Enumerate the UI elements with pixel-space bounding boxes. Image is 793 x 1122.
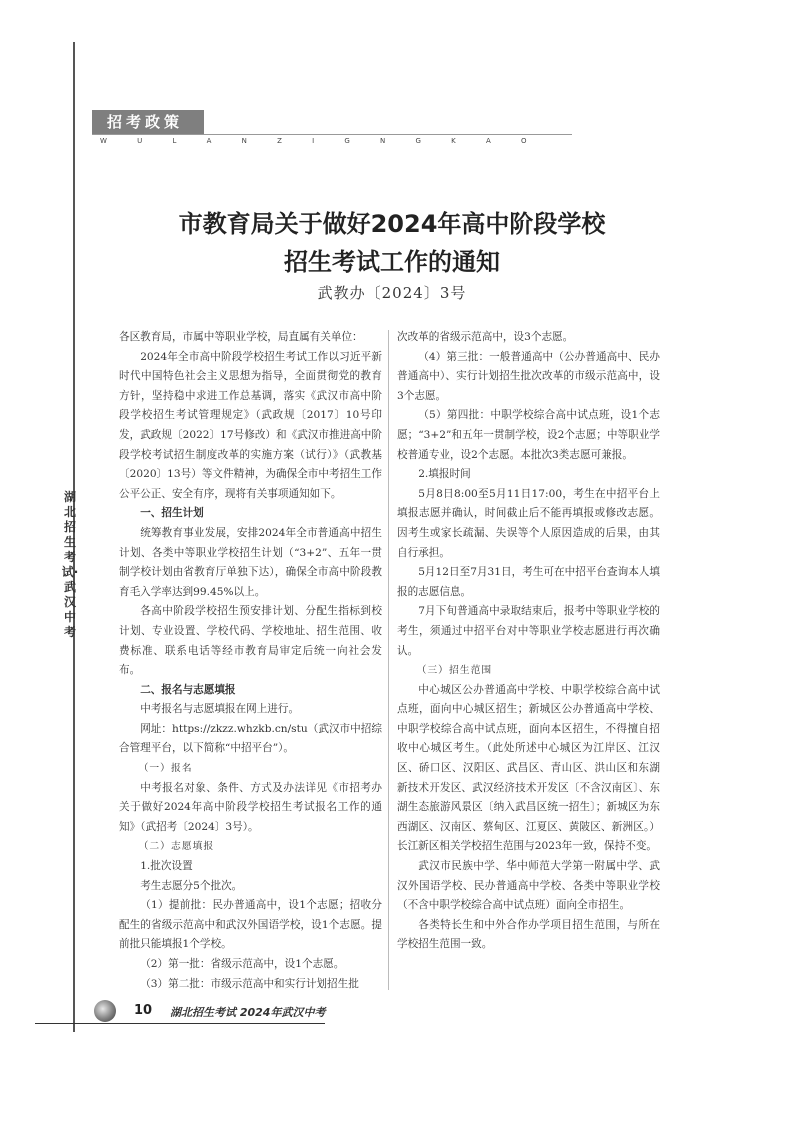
title-line-1: 市教育局关于做好2024年高中阶段学校 (178, 210, 606, 238)
paragraph: 中心城区公办普通高中学校、中职学校综合高中试点班，面向中心城区招生；新城区公办普通高中学校、中职学校综合高中试点班，面向本区招生，不得擅自招收中心城区考生。（此处所述中心城区为江岸区、江汉区、硚口区、汉阳区、武昌区、青山区、洪山区和东湖新技术开发区、武汉经济技术开发区〔不含汉南区〕、东湖生态旅游风景区〔纳入武昌区统一招生〕；新城区为东西湖区、汉南区、蔡甸区、江夏区、黄陂区、新洲区。）长江新区相关学校招生范围与2023年一致，保持不变。 (397, 683, 660, 853)
section-rule (92, 134, 572, 135)
section-pinyin: W U L A N Z I G N G K A O (100, 137, 541, 145)
section-tag: 招考政策 (92, 110, 198, 134)
paragraph: 各高中阶段学校招生预安排计划、分配生指标到校计划、专业设置、学校代码、学校地址、招生范围、收费标准、联系电话等经市教育局审定后统一向社会发布。 (119, 605, 382, 677)
article-title (92, 205, 692, 281)
paragraph: （4）第三批：一般普通高中（公办普通高中、民办普通高中）、实行计划招生批次改革的市级示范高中，设3个志愿。 (397, 350, 660, 402)
section-tag-accent (198, 110, 204, 134)
paragraph: 中考报名与志愿填报在网上进行。 (140, 703, 300, 716)
paragraph: 一、招生计划 (140, 507, 204, 520)
paragraph: 网址：https://zkzz.whzkb.cn/stu（武汉市中招综合管理平台，以下简称“中招平台”）。 (119, 722, 382, 755)
paragraph: （3）第二批：市级示范高中和实行计划招生批 (140, 977, 359, 990)
paragraph: （二）志愿填报 (138, 841, 215, 853)
paragraph: 各类特长生和中外合作办学项目招生范围，与所在学校招生范围一致。 (397, 918, 660, 951)
paragraph: 2.填报时间 (418, 468, 471, 481)
paragraph: 中考报名对象、条件、方式及办法详见《市招考办关于做好2024年高中阶段学校招生考试报名工作的通知》（武招考〔2024〕3号）。 (119, 781, 382, 833)
paragraph: 次改革的省级示范高中，设3个志愿。 (397, 331, 574, 343)
paragraph: 5月8日8:00至5月11日17:00，考生在中招平台上填报志愿并确认，时间截止后不能再填报或修改志愿。因考生或家长疏漏、失误等个人原因造成的后果，由其自行承担。 (397, 487, 660, 559)
paragraph: 5月12日至7月31日，考生可在中招平台查询本人填报的志愿信息。 (397, 566, 660, 598)
title-line-2: 招生考试工作的通知 (284, 248, 500, 276)
paragraph: 各区教育局，市属中等职业学校，局直属有关单位： (119, 331, 363, 343)
paragraph: 考生志愿分5个批次。 (140, 879, 243, 892)
column-divider (388, 330, 389, 990)
document-number: 武教办〔2024〕3号 (317, 284, 467, 302)
page-number: 10 (134, 1003, 153, 1018)
paragraph: （1）提前批：民办普通高中，设1个志愿；招收分配生的省级示范高中和武汉外国语学校，设1个志愿。提前批只能填报1个学校。 (119, 899, 382, 951)
paragraph: 1.批次设置 (140, 860, 193, 873)
footer-rule (35, 1023, 325, 1024)
footer-publication: 湖北招生考试 2024年武汉中考 (170, 1006, 326, 1019)
paragraph: 统筹教育事业发展，安排2024年全市普通高中招生计划、各类中等职业学校招生计划（“3+2”、五年一贯制学校计划由省教育厅单独下达），确保全市高中阶段教育毛入学率达到99.45%以上。 (119, 526, 382, 598)
paragraph: （三）招生范围 (416, 665, 493, 677)
paragraph: 二、报名与志愿填报 (140, 683, 236, 696)
left-column (119, 328, 382, 994)
paragraph: 武汉市民族中学、华中师范大学第一附属中学、武汉外国语学校、民办普通高中学校、各类中等职业学校（不含中职学校综合高中试点班）面向全市招生。 (397, 860, 660, 912)
paragraph: （2）第一批：省级示范高中，设1个志愿。 (140, 958, 345, 970)
paragraph: 2024年全市高中阶段学校招生考试工作以习近平新时代中国特色社会主义思想为指导，全面贯彻党的教育方针，坚持稳中求进工作总基调，落实《武汉市高中阶段学校招生考试管理规定》（武政规〔2017〕10号印发，武政规〔2022〕17号修改）和《武汉市推进高中阶段学校考试招生制度改革的实施方案（试行）》（武教基〔2020〕13号）等文件精神，为确保全市中考招生工作公平公正、安全有序，现将有关事项通知如下。 (119, 350, 382, 500)
paragraph: （5）第四批：中职学校综合高中试点班，设1个志愿；“3+2”和五年一贯制学校，设2个志愿；中等职业学校普通专业，设2个志愿。本批次3类志愿可兼报。 (397, 409, 660, 461)
paragraph: 7月下旬普通高中录取结束后，报考中等职业学校的考生，须通过中招平台对中等职业学校志愿进行再次确认。 (397, 605, 660, 657)
paragraph: （一）报名 (138, 763, 193, 775)
right-column (397, 328, 660, 955)
footer-disc-icon (94, 1000, 116, 1022)
side-caption: 湖北招生考试·武汉中考 (61, 490, 79, 639)
